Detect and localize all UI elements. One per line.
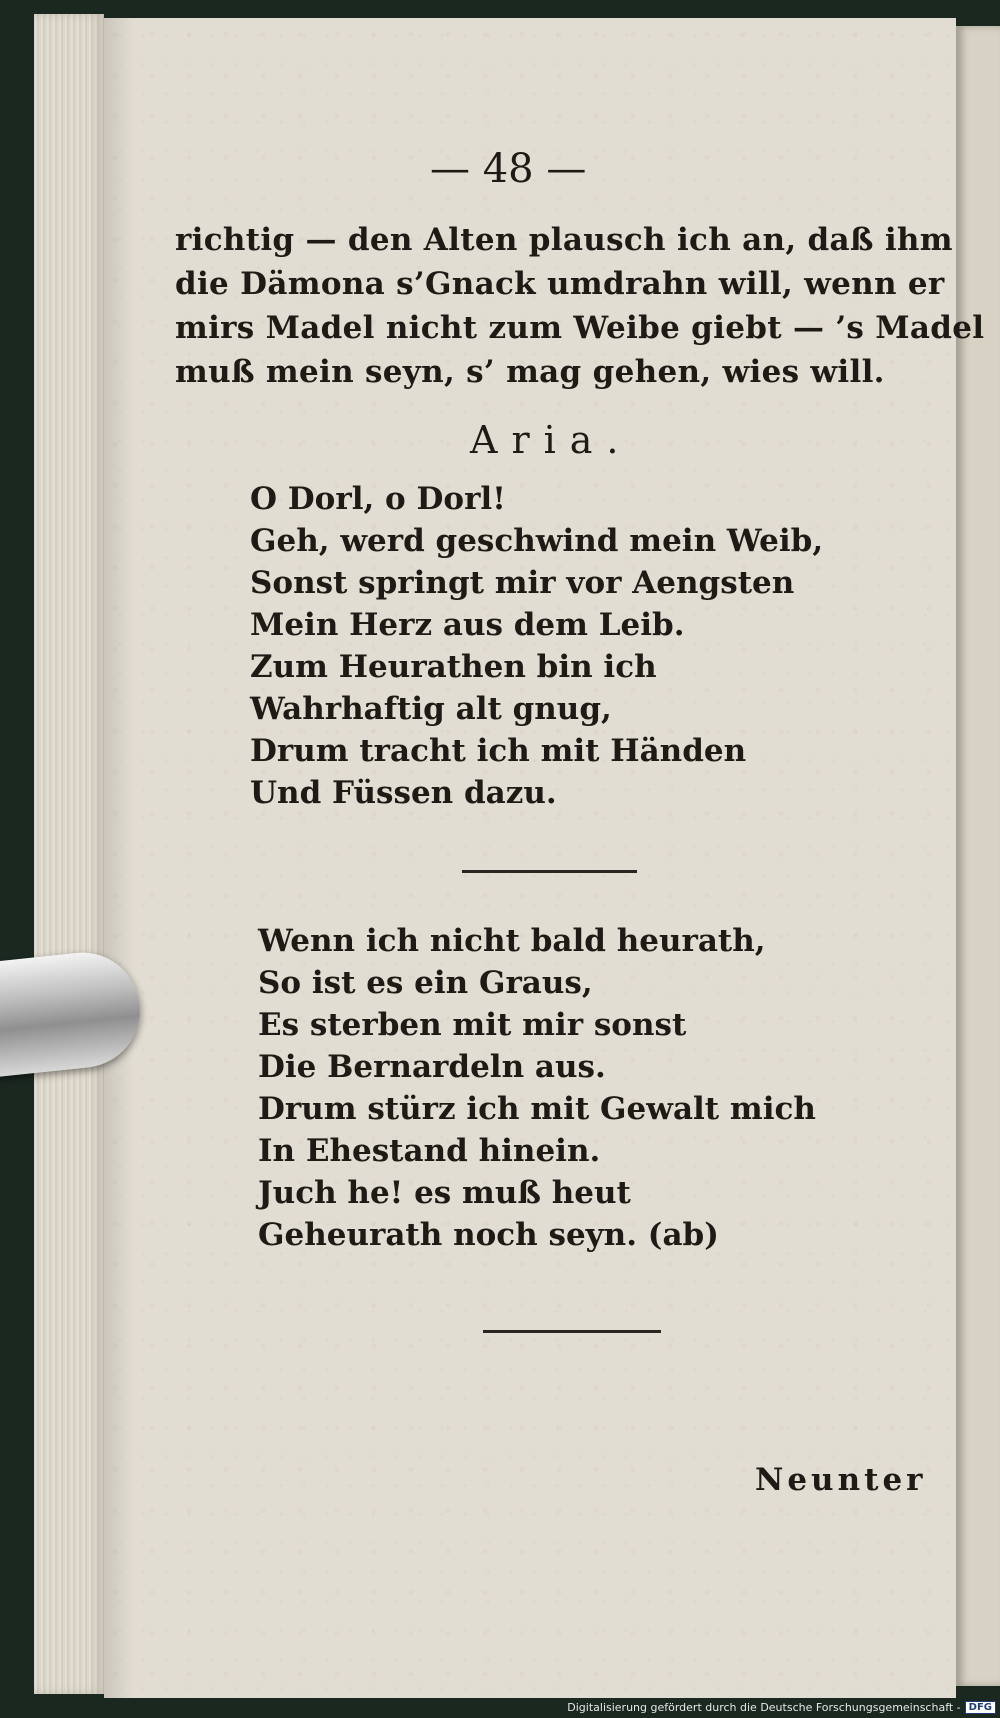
gutter-shadow: [104, 18, 134, 1698]
aria-heading: Aria.: [470, 418, 633, 462]
verse-line: Wahrhaftig alt gnug,: [250, 691, 612, 727]
verse-line: In Ehestand hinein.: [258, 1133, 601, 1169]
verse-line: Mein Herz aus dem Leib.: [250, 607, 685, 643]
section-divider: [462, 870, 637, 873]
verse-line: Drum stürz ich mit Gewalt mich: [258, 1091, 816, 1127]
verse-line: Juch he! es muß heut: [258, 1175, 631, 1211]
verse-line: Es sterben mit mir sonst: [258, 1007, 687, 1043]
verse-line: Drum tracht ich mit Händen: [250, 733, 747, 769]
verse-stanza-2: [258, 920, 816, 1256]
verse-line: Zum Heurathen bin ich: [250, 649, 657, 685]
page-edges: [34, 14, 104, 1694]
page-number: — 48 —: [430, 146, 587, 192]
prose-line: muß mein seyn, s’ mag gehen, wies will.: [175, 354, 885, 390]
prose-line: die Dämona s’Gnack umdrahn will, wenn er: [175, 266, 945, 302]
verse-line: So ist es ein Graus,: [258, 965, 593, 1001]
verse-line: Und Füssen dazu.: [250, 775, 557, 811]
verse-line: Sonst springt mir vor Aengsten: [250, 565, 795, 601]
verse-stanza-1: [250, 478, 823, 814]
prose-block: [175, 218, 984, 394]
verse-line: Die Bernardeln aus.: [258, 1049, 606, 1085]
verse-line: Geh, werd geschwind mein Weib,: [250, 523, 824, 559]
prose-line: richtig — den Alten plausch ich an, daß ihm: [175, 222, 953, 258]
footer-credit: Digitalisierung gefördert durch die Deutsche Forschungsgemeinschaft -: [567, 1700, 961, 1714]
digitization-footer: [567, 1698, 996, 1716]
verse-line: O Dorl, o Dorl!: [250, 481, 506, 517]
dfg-logo-icon: DFG: [965, 1701, 996, 1714]
verse-line: Geheurath noch seyn. (ab): [258, 1217, 719, 1253]
prose-line: mirs Madel nicht zum Weibe giebt — ’s Madel: [175, 310, 985, 346]
end-divider: [483, 1330, 661, 1333]
catchword: Neunter: [755, 1462, 927, 1498]
verse-line: Wenn ich nicht bald heurath,: [258, 923, 766, 959]
